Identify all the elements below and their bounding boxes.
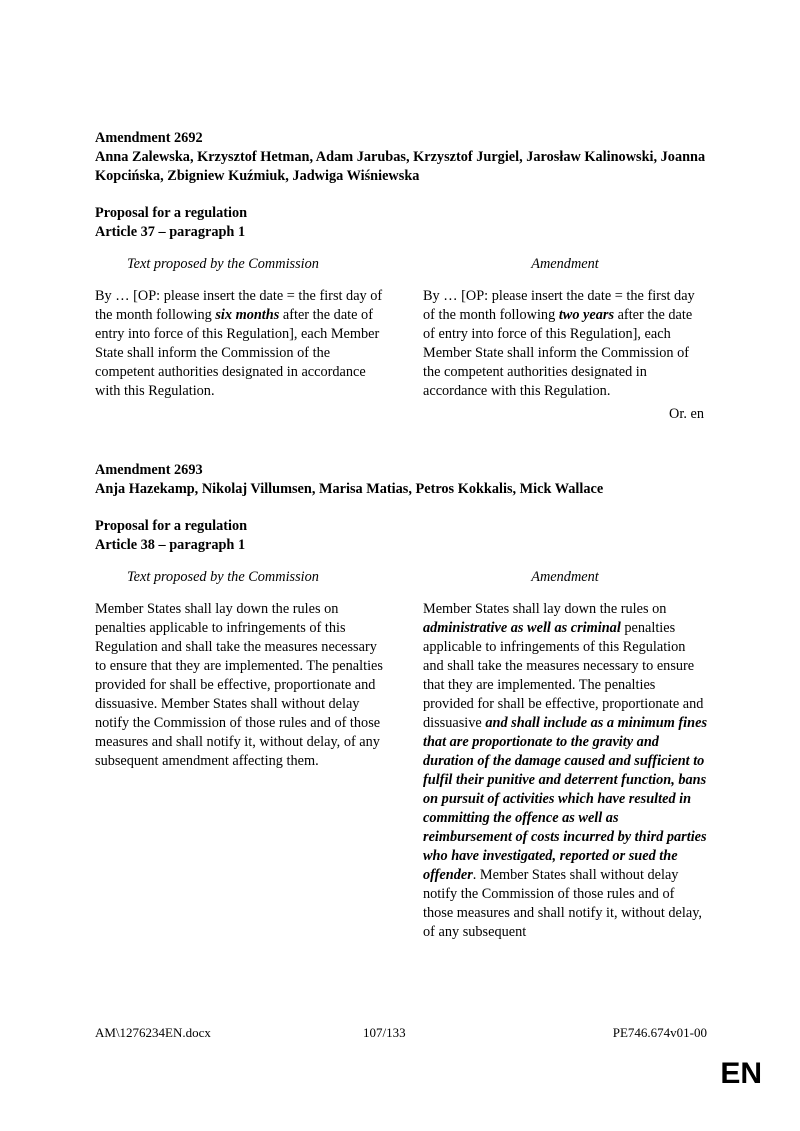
text-run: Member States shall lay down the rules on xyxy=(423,601,667,617)
pe-reference: PE746.674v01-00 xyxy=(612,1025,707,1040)
page-number: 107/133 xyxy=(363,1025,406,1040)
text-run: By … [OP: please insert the date = the first day of the month following xyxy=(95,288,383,323)
text-run-emphasis: six months xyxy=(215,307,280,323)
text-run-emphasis: and shall include as a minimum fines that are proportionate to the gravity and duration of the damage caused and sufficient to fulfil their punitive and deterrent function, bans on pursuit of activities which have resulted in committing the offence as well as reimbursement of costs incurred by third parties who have investigated, reported or sued the offender xyxy=(423,715,708,883)
article-reference: Article 37 – paragraph 1 xyxy=(95,224,246,240)
amendment-text xyxy=(423,600,707,942)
text-run-emphasis: administrative as well as criminal xyxy=(423,620,621,636)
text-run: after the date of entry into force of this Regulation], each Member State shall inform the Commission of the competent authorities designated in accordance with this Regulation. xyxy=(95,307,380,399)
text-run-emphasis: two years xyxy=(558,307,615,323)
amendment-number: Amendment 2693 xyxy=(95,462,203,478)
text-run: . Member States shall without delay notify the Commission of those rules and of those measures and shall notify it, without delay, of any subsequent xyxy=(423,867,702,940)
amendment-block xyxy=(95,461,707,942)
article-reference: Article 38 – paragraph 1 xyxy=(95,537,246,553)
commission-text-header: Text proposed by the Commission xyxy=(127,569,319,585)
commission-text xyxy=(95,287,423,401)
amendment-authors: Anna Zalewska, Krzysztof Hetman, Adam Jarubas, Krzysztof Jurgiel, Jarosław Kalinowski, Joanna Kopcińska, Zbigniew Kuźmiuk, Jadwiga Wiśniewska xyxy=(95,149,706,184)
text-run: penalties applicable to infringements of this Regulation and shall take the measures necessary to ensure that they are implemented. The penalties provided for shall be effective, proportionate and dissuasive xyxy=(423,620,704,731)
proposal-type: Proposal for a regulation xyxy=(95,205,248,221)
comparison-columns xyxy=(95,287,707,401)
text-run: By … [OP: please insert the date = the first day of the month following xyxy=(423,288,695,323)
amendment-text-header: Amendment xyxy=(531,256,599,272)
amendment-text xyxy=(423,287,707,401)
text-run: after the date of entry into force of this Regulation], each Member State shall inform the Commission of the competent authorities designated in accordance with this Regulation. xyxy=(423,307,693,399)
amendment-text-header: Amendment xyxy=(531,569,599,585)
commission-text-header: Text proposed by the Commission xyxy=(127,256,319,272)
original-language: Or. en xyxy=(669,406,704,422)
proposal-type: Proposal for a regulation xyxy=(95,518,248,534)
page-footer xyxy=(95,1024,707,1042)
text-run: Member States shall lay down the rules on penalties applicable to infringements of this Regulation and shall take the measures necessary to ensure that they are implemented. The penalties provided for shall be effective, proportionate and dissuasive. Member States shall without delay notify the Commission of those rules and of those measures and shall notify it, without delay, of any subsequent amendment affecting them. xyxy=(95,601,383,769)
column-headers xyxy=(95,255,707,274)
amendment-number: Amendment 2692 xyxy=(95,130,203,146)
amendment-authors: Anja Hazekamp, Nikolaj Villumsen, Marisa Matias, Petros Kokkalis, Mick Wallace xyxy=(95,481,604,497)
commission-text xyxy=(95,600,423,942)
comparison-columns xyxy=(95,600,707,942)
amendment-block xyxy=(95,129,707,424)
language-tag: EN xyxy=(720,1057,762,1090)
document-page xyxy=(95,129,707,942)
column-headers xyxy=(95,568,707,587)
document-reference: AM\1276234EN.docx xyxy=(95,1025,211,1040)
